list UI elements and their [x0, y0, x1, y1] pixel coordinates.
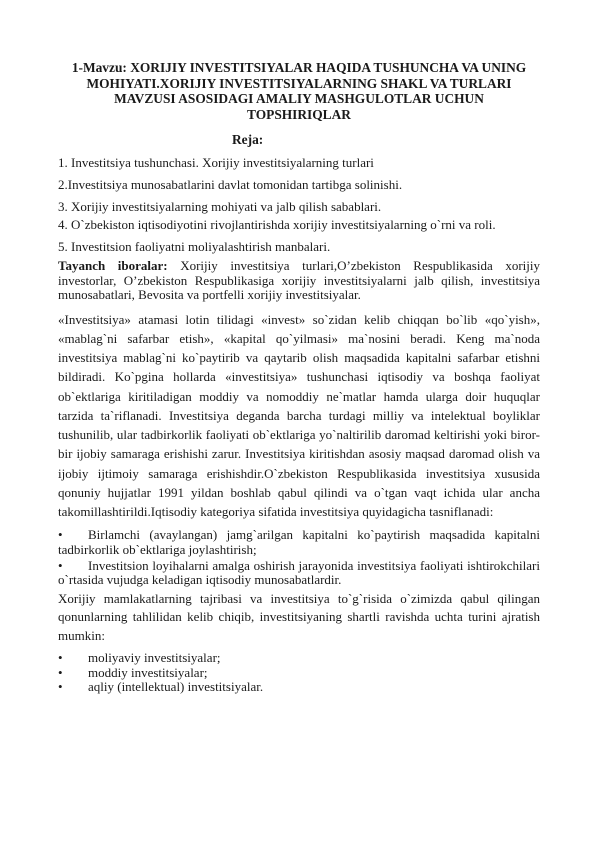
body-paragraph: Xorijiy mamlakatlarning tajribasi va investitsiya to`g`risida o`zimizda qabul qilingan qonunlarning tahlilidan kelib chiqib, investitsiyaning shartli ravishda uchta turini ajratish mumkin:: [58, 590, 540, 643]
plan-item: 2.Investitsiya munosabatlarini davlat tomonidan tartibga solinishi.: [58, 177, 403, 193]
title-line: 1-Mavzu: XORIJIY INVESTITSIYALAR HAQIDA TUSHUNCHA VA UNING: [71, 60, 527, 75]
bullet-marker: •: [58, 650, 63, 666]
plan-item: 1. Investitsiya tushunchasi. Xorijiy investitsiyalarning turlari: [58, 155, 374, 171]
title-line: TOPSHIRIQLAR: [247, 106, 351, 122]
plan-heading: Reja:: [232, 132, 264, 148]
list-item: [58, 528, 540, 557]
bullet-marker: •: [58, 664, 63, 680]
document-page: [58, 0, 540, 695]
keywords-label: Tayanch iboralar:: [58, 258, 168, 274]
plan-item: 4. O`zbekiston iqtisodiyotini rivojlantirishda xorijiy investitsiyalarning o`rni va roli.: [58, 217, 496, 233]
bullet-list: [58, 528, 540, 588]
list-item-text: aqliy (intellektual) investitsiyalar.: [88, 679, 264, 695]
title-line: MOHIYATI.XORIJIY INVESTITSIYALARNING SHAKL VA TURLARI: [86, 75, 512, 91]
bullet-marker: •: [58, 527, 63, 543]
keywords-paragraph: [58, 259, 540, 303]
bullet-marker: •: [58, 557, 63, 573]
list-item: [58, 559, 540, 588]
bullet-marker: •: [58, 679, 63, 695]
title-line: MAVZUSI ASOSIDAGI AMALIY MASHGULOTLAR UCHUN: [114, 91, 484, 107]
list-item-text: moddiy investitsiyalar;: [88, 664, 208, 680]
plan-item: 5. Investitsion faoliyatni moliyalashtirish manbalari.: [58, 239, 331, 255]
keywords-text: Xorijiy investitsiya turlari,O’zbekiston Respublikasida xorijiy investorlar, O’zbekiston Respublikasiga xorijiy investitsiyalarni jalb qilish, investitsiya munosabatlari, Bevosita va portfelli xorijiy investitsiyalar.: [58, 258, 540, 303]
list-item-text: Birlamchi (avaylangan) jamg`arilgan kapitalni ko`paytirish maqsadida kapitalni tadbirkorlik ob`ektlariga joylashtirish;: [58, 527, 540, 557]
investment-types-list: [58, 651, 540, 695]
list-item: [58, 651, 540, 666]
list-item-text: moliyaviy investitsiyalar;: [88, 650, 221, 666]
list-item: [58, 666, 540, 681]
plan-item: 3. Xorijiy investitsiyalarning mohiyati va jalb qilish sabablari.: [58, 199, 382, 215]
list-item: [58, 680, 540, 695]
document-title: [58, 60, 540, 122]
list-item-text: Investitsion loyihalarni amalga oshirish jarayonida investitsiya faoliyati ishtirokchilari o`rtasida vujudga keladigan iqtisodiy munosabatlardir.: [58, 557, 540, 588]
plan-list: [58, 155, 540, 254]
body-paragraph: «Investitsiya» atamasi lotin tilidagi «invest» so`zidan kelib chiqqan bo`lib «qo`yish», «mablag`ni safarbar etish», «kapital qo`yilmasi» ma`nosini beradi. Keng ma`noda investitsiya mablag`ni ko`paytirib va qaytarib olish maqsadida kapitalni safarbar etishni bildiradi. Ko`pgina hollarda «investitsiya» tushunchasi iqtisodiy va boshqa faoliyat ob`ektlariga kiritiladigan moddiy va nomoddiy ne`matlar hamda ularga doir huquqlar tarzida ta`riflanadi. Investitsiya deganda barcha turdagi milliy va intelektual boyliklar tushunilib, ular tadbirkorlik faoliyati ob`ektlariga yo`naltirilib daromad keltirishi yoki biror-bir ijobiy samaraga erishishi zarur. Investitsiya kiritishdan asosiy maqsad daromad olish va ijobiy ijtimoiy samaraga erishishdir.O`zbekiston Respublikasida investitsiya xususida qonuniy hujjatlar 1991 yildan boshlab qabul qilindi va o`tgan vaqt ichida ular ancha takomillashtirildi.Iqtisodiy kategoriya sifatida investitsiya quyidagicha tasniflanadi:: [58, 311, 540, 519]
